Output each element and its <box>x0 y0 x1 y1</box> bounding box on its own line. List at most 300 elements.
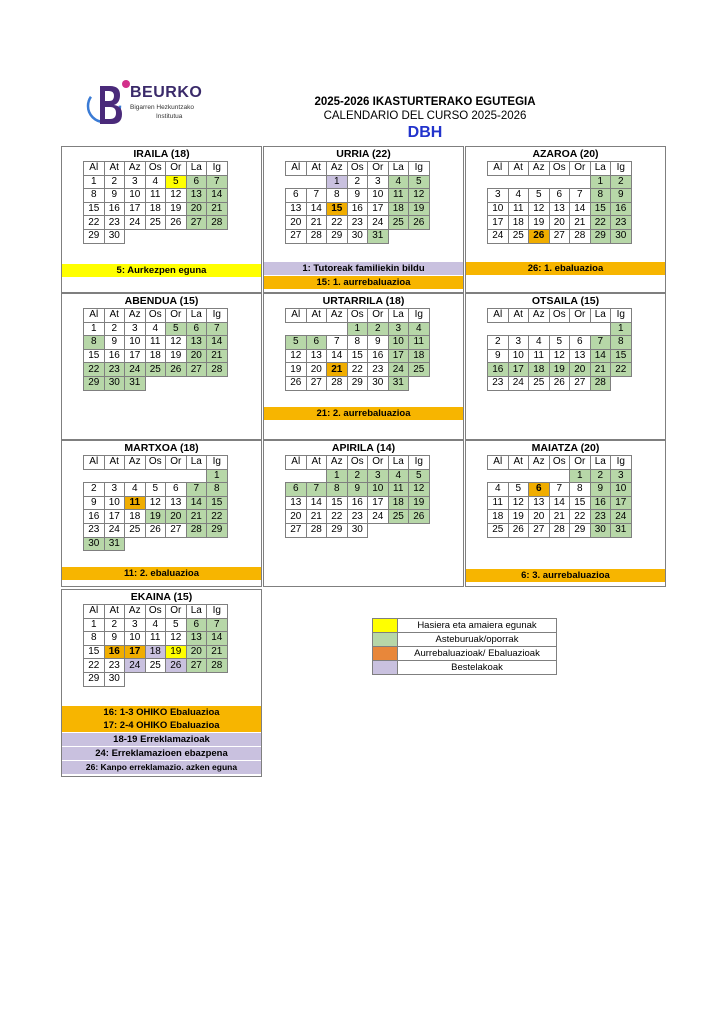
empty-day <box>145 229 166 243</box>
week-row <box>286 483 430 497</box>
day-cell: 23 <box>347 510 368 524</box>
weekday-header: Al <box>488 309 509 323</box>
day-cell: 4 <box>508 189 529 203</box>
day-cell: 12 <box>166 632 187 646</box>
day-cell: 30 <box>347 523 368 537</box>
day-cell: 3 <box>611 469 632 483</box>
day-cell: 29 <box>347 376 368 390</box>
day-cell: 8 <box>207 483 228 497</box>
day-cell: 10 <box>125 336 146 350</box>
day-cell: 14 <box>207 336 228 350</box>
empty-day <box>104 469 125 483</box>
empty-day <box>166 672 187 686</box>
month-block <box>465 146 666 293</box>
day-cell: 19 <box>166 349 187 363</box>
week-row <box>286 496 430 510</box>
empty-day <box>306 469 327 483</box>
week-row <box>286 363 430 377</box>
month-block <box>263 440 464 587</box>
weekday-header: Al <box>84 456 105 470</box>
weekday-header-row <box>84 309 228 323</box>
day-cell: 8 <box>570 483 591 497</box>
day-cell: 4 <box>145 175 166 189</box>
day-cell: 10 <box>125 189 146 203</box>
day-cell: 18 <box>145 202 166 216</box>
day-cell: 15 <box>570 496 591 510</box>
day-cell: 16 <box>84 510 105 524</box>
weekday-header: La <box>590 162 611 176</box>
empty-day <box>508 322 529 336</box>
day-cell: 10 <box>125 632 146 646</box>
day-cell: 25 <box>488 523 509 537</box>
day-cell: 21 <box>186 510 207 524</box>
calendar-titles <box>270 95 580 143</box>
day-cell: 8 <box>327 483 348 497</box>
weekday-header: Al <box>286 456 307 470</box>
day-cell: 18 <box>409 349 430 363</box>
weekday-header: Or <box>166 456 187 470</box>
week-row <box>488 336 632 350</box>
day-cell: 8 <box>84 189 105 203</box>
week-row <box>84 216 228 230</box>
brand-subtitle-2: Institutua <box>156 113 183 120</box>
month-note: 11: 2. ebaluazioa <box>62 567 261 580</box>
day-cell: 29 <box>570 523 591 537</box>
weekday-header: Ig <box>207 456 228 470</box>
month-calendar <box>83 161 228 244</box>
day-cell: 24 <box>488 229 509 243</box>
week-row <box>488 496 632 510</box>
day-cell: 11 <box>125 496 146 510</box>
day-cell: 11 <box>409 336 430 350</box>
weekday-header: La <box>388 162 409 176</box>
weekday-header-row <box>488 309 632 323</box>
month-block <box>61 146 262 293</box>
empty-day <box>286 469 307 483</box>
empty-day <box>125 469 146 483</box>
day-cell: 23 <box>104 216 125 230</box>
day-cell: 11 <box>388 483 409 497</box>
day-cell: 30 <box>104 376 125 390</box>
week-row <box>488 349 632 363</box>
day-cell: 30 <box>347 229 368 243</box>
month-note: 5: Aurkezpen eguna <box>62 264 261 277</box>
day-cell: 25 <box>388 510 409 524</box>
day-cell: 3 <box>125 618 146 632</box>
day-cell: 9 <box>84 496 105 510</box>
day-cell: 16 <box>347 202 368 216</box>
day-cell: 22 <box>84 659 105 673</box>
month-title: EKAINA (15) <box>130 591 193 603</box>
weekday-header: Ig <box>409 456 430 470</box>
day-cell: 26 <box>549 376 570 390</box>
day-cell: 29 <box>327 229 348 243</box>
empty-day <box>186 376 207 390</box>
empty-day <box>529 469 550 483</box>
weekday-header: Az <box>529 162 550 176</box>
month-title: APIRILA (14) <box>331 442 396 454</box>
day-cell: 17 <box>508 363 529 377</box>
day-cell: 29 <box>84 376 105 390</box>
empty-day <box>186 469 207 483</box>
day-cell: 20 <box>186 202 207 216</box>
weekday-header: Ig <box>207 309 228 323</box>
week-row <box>84 645 228 659</box>
day-cell: 22 <box>611 363 632 377</box>
day-cell: 25 <box>125 523 146 537</box>
legend-row <box>373 619 557 633</box>
day-cell: 26 <box>409 510 430 524</box>
day-cell: 30 <box>611 229 632 243</box>
day-cell: 2 <box>104 618 125 632</box>
day-cell: 23 <box>590 510 611 524</box>
weekday-header: Al <box>286 309 307 323</box>
day-cell: 21 <box>306 216 327 230</box>
week-row <box>488 376 632 390</box>
day-cell: 19 <box>529 216 550 230</box>
day-cell: 9 <box>590 483 611 497</box>
month-block <box>465 440 666 587</box>
day-cell: 17 <box>611 496 632 510</box>
weekday-header: Ig <box>207 605 228 619</box>
day-cell: 21 <box>570 216 591 230</box>
day-cell: 31 <box>104 537 125 551</box>
day-cell: 13 <box>186 336 207 350</box>
day-cell: 6 <box>186 322 207 336</box>
weekday-header: La <box>186 309 207 323</box>
month-calendar <box>487 308 632 391</box>
day-cell: 21 <box>306 510 327 524</box>
page-title: 2025-2026 IKASTURTERAKO EGUTEGIA <box>314 96 536 108</box>
day-cell: 12 <box>409 189 430 203</box>
empty-day <box>508 469 529 483</box>
weekday-header: Al <box>488 456 509 470</box>
day-cell: 9 <box>611 189 632 203</box>
month-note: 17: 2-4 OHIKO Ebaluazioa <box>62 719 261 732</box>
legend-label: Aurrebaluazioak/ Ebaluazioak <box>398 647 557 661</box>
empty-day <box>409 376 430 390</box>
week-row <box>488 202 632 216</box>
day-cell: 27 <box>186 216 207 230</box>
week-row <box>84 349 228 363</box>
empty-day <box>549 469 570 483</box>
day-cell: 26 <box>409 216 430 230</box>
day-cell: 18 <box>508 216 529 230</box>
day-cell: 17 <box>125 349 146 363</box>
day-cell: 25 <box>508 229 529 243</box>
day-cell: 21 <box>590 363 611 377</box>
day-cell: 30 <box>104 672 125 686</box>
day-cell: 6 <box>570 336 591 350</box>
weekday-header: Al <box>84 605 105 619</box>
day-cell: 7 <box>306 189 327 203</box>
day-cell: 17 <box>388 349 409 363</box>
week-row <box>488 469 632 483</box>
day-cell: 24 <box>388 363 409 377</box>
month-note: 18-19 Erreklamazioak <box>62 733 261 746</box>
week-row <box>488 322 632 336</box>
legend-row <box>373 661 557 675</box>
week-row <box>84 202 228 216</box>
day-cell: 9 <box>488 349 509 363</box>
month-title: AZAROA (20) <box>532 148 599 160</box>
empty-day <box>84 469 105 483</box>
day-cell: 28 <box>590 376 611 390</box>
day-cell: 15 <box>590 202 611 216</box>
day-cell: 26 <box>166 659 187 673</box>
empty-day <box>186 537 207 551</box>
day-cell: 18 <box>388 202 409 216</box>
month-title: URRIA (22) <box>336 148 391 160</box>
day-cell: 16 <box>347 496 368 510</box>
day-cell: 7 <box>327 336 348 350</box>
empty-day <box>570 175 591 189</box>
day-cell: 29 <box>327 523 348 537</box>
level-title: DBH <box>407 124 443 141</box>
day-cell: 20 <box>286 216 307 230</box>
weekday-header: At <box>306 456 327 470</box>
day-cell: 6 <box>286 189 307 203</box>
day-cell: 30 <box>590 523 611 537</box>
day-cell: 7 <box>570 189 591 203</box>
day-cell: 21 <box>207 645 228 659</box>
day-cell: 23 <box>368 363 389 377</box>
week-row <box>488 510 632 524</box>
day-cell: 11 <box>488 496 509 510</box>
day-cell: 27 <box>286 229 307 243</box>
empty-day <box>409 523 430 537</box>
day-cell: 17 <box>125 645 146 659</box>
day-cell: 27 <box>186 659 207 673</box>
day-cell: 23 <box>104 659 125 673</box>
day-cell: 15 <box>327 202 348 216</box>
day-cell: 21 <box>207 202 228 216</box>
empty-day <box>611 376 632 390</box>
legend-swatch-purple <box>373 661 398 675</box>
empty-day <box>388 523 409 537</box>
weekday-header: Az <box>327 162 348 176</box>
day-cell: 17 <box>125 202 146 216</box>
day-cell: 28 <box>207 216 228 230</box>
day-cell: 10 <box>368 189 389 203</box>
empty-day <box>125 229 146 243</box>
weekday-header: Az <box>125 456 146 470</box>
legend-swatch-yellow <box>373 619 398 633</box>
day-cell: 18 <box>529 363 550 377</box>
week-row <box>488 189 632 203</box>
day-cell: 12 <box>549 349 570 363</box>
weekday-header-row <box>84 456 228 470</box>
day-cell: 13 <box>186 189 207 203</box>
week-row <box>84 376 228 390</box>
day-cell: 1 <box>611 322 632 336</box>
weekday-header: Os <box>145 162 166 176</box>
day-cell: 12 <box>529 202 550 216</box>
weekday-header: Ig <box>207 162 228 176</box>
week-row <box>84 523 228 537</box>
weekday-header: Al <box>84 309 105 323</box>
month-title: ABENDUA (15) <box>124 295 199 307</box>
day-cell: 19 <box>549 363 570 377</box>
weekday-header: Os <box>145 456 166 470</box>
day-cell: 19 <box>166 645 187 659</box>
week-row <box>488 216 632 230</box>
day-cell: 7 <box>549 483 570 497</box>
weekday-header: At <box>104 605 125 619</box>
empty-day <box>207 537 228 551</box>
weekday-header: Or <box>166 162 187 176</box>
day-cell: 29 <box>84 672 105 686</box>
day-cell: 2 <box>590 469 611 483</box>
weekday-header: At <box>104 162 125 176</box>
month-note: 24: Erreklamazioen ebazpena <box>62 747 261 760</box>
empty-day <box>488 469 509 483</box>
week-row <box>84 483 228 497</box>
day-cell: 22 <box>590 216 611 230</box>
day-cell: 6 <box>286 483 307 497</box>
empty-day <box>529 175 550 189</box>
weekday-header: La <box>186 162 207 176</box>
empty-day <box>549 322 570 336</box>
week-row <box>84 632 228 646</box>
day-cell: 6 <box>549 189 570 203</box>
weekday-header: Az <box>529 456 550 470</box>
day-cell: 18 <box>145 349 166 363</box>
day-cell: 1 <box>84 175 105 189</box>
day-cell: 22 <box>84 363 105 377</box>
day-cell: 2 <box>611 175 632 189</box>
empty-day <box>306 322 327 336</box>
day-cell: 4 <box>529 336 550 350</box>
day-cell: 26 <box>286 376 307 390</box>
day-cell: 24 <box>104 523 125 537</box>
day-cell: 5 <box>508 483 529 497</box>
day-cell: 25 <box>409 363 430 377</box>
day-cell: 22 <box>570 510 591 524</box>
day-cell: 29 <box>84 229 105 243</box>
weekday-header: At <box>306 309 327 323</box>
day-cell: 22 <box>327 216 348 230</box>
month-title: MARTXOA (18) <box>124 442 199 454</box>
empty-day <box>207 376 228 390</box>
day-cell: 7 <box>306 483 327 497</box>
week-row <box>488 363 632 377</box>
week-row <box>488 229 632 243</box>
day-cell: 17 <box>104 510 125 524</box>
day-cell: 16 <box>590 496 611 510</box>
day-cell: 27 <box>166 523 187 537</box>
weekday-header-row <box>286 309 430 323</box>
day-cell: 13 <box>570 349 591 363</box>
weekday-header: Az <box>125 309 146 323</box>
day-cell: 5 <box>286 336 307 350</box>
day-cell: 2 <box>347 469 368 483</box>
day-cell: 29 <box>590 229 611 243</box>
day-cell: 5 <box>166 618 187 632</box>
day-cell: 11 <box>388 189 409 203</box>
month-block-ekaina <box>61 589 262 777</box>
week-row <box>84 189 228 203</box>
day-cell: 30 <box>368 376 389 390</box>
legend-swatch-orange <box>373 647 398 661</box>
month-note: 15: 1. aurrebaluazioa <box>264 276 463 289</box>
empty-day <box>186 672 207 686</box>
month-block <box>61 293 262 440</box>
day-cell: 10 <box>611 483 632 497</box>
day-cell: 22 <box>347 363 368 377</box>
day-cell: 7 <box>207 175 228 189</box>
day-cell: 16 <box>368 349 389 363</box>
day-cell: 19 <box>286 363 307 377</box>
day-cell: 13 <box>549 202 570 216</box>
day-cell: 12 <box>286 349 307 363</box>
day-cell: 27 <box>549 229 570 243</box>
weekday-header: Or <box>166 605 187 619</box>
weekday-header: Or <box>570 456 591 470</box>
month-calendar <box>487 455 632 538</box>
weekday-header: Or <box>570 162 591 176</box>
weekday-header: Al <box>84 162 105 176</box>
day-cell: 18 <box>125 510 146 524</box>
empty-day <box>286 175 307 189</box>
day-cell: 25 <box>388 216 409 230</box>
weekday-header: Or <box>368 162 389 176</box>
month-title: OTSAILA (15) <box>531 295 600 307</box>
day-cell: 28 <box>207 363 228 377</box>
day-cell: 2 <box>104 322 125 336</box>
weekday-header: At <box>508 456 529 470</box>
day-cell: 1 <box>590 175 611 189</box>
day-cell: 20 <box>186 349 207 363</box>
day-cell: 2 <box>368 322 389 336</box>
page-subtitle: CALENDARIO DEL CURSO 2025-2026 <box>323 110 527 122</box>
empty-day <box>488 175 509 189</box>
empty-day <box>145 672 166 686</box>
month-calendar <box>487 161 632 244</box>
day-cell: 20 <box>306 363 327 377</box>
day-cell: 4 <box>145 618 166 632</box>
week-row <box>286 469 430 483</box>
day-cell: 31 <box>611 523 632 537</box>
day-cell: 26 <box>166 363 187 377</box>
week-row <box>286 202 430 216</box>
weekday-header: Al <box>286 162 307 176</box>
month-calendar <box>285 161 430 244</box>
weekday-header: Az <box>529 309 550 323</box>
empty-day <box>549 175 570 189</box>
day-cell: 17 <box>368 202 389 216</box>
months-grid <box>61 146 667 590</box>
month-note: 21: 2. aurrebaluazioa <box>264 407 463 420</box>
day-cell: 10 <box>488 202 509 216</box>
day-cell: 1 <box>84 322 105 336</box>
week-row <box>84 672 228 686</box>
empty-day <box>286 322 307 336</box>
day-cell: 19 <box>145 510 166 524</box>
day-cell: 27 <box>286 523 307 537</box>
month-calendar <box>83 455 228 551</box>
legend-swatch-green <box>373 633 398 647</box>
day-cell: 16 <box>104 202 125 216</box>
weekday-header: Ig <box>409 162 430 176</box>
empty-day <box>570 322 591 336</box>
day-cell: 5 <box>166 175 187 189</box>
day-cell: 14 <box>570 202 591 216</box>
day-cell: 9 <box>104 336 125 350</box>
empty-day <box>529 322 550 336</box>
day-cell: 12 <box>409 483 430 497</box>
weekday-header: Or <box>166 309 187 323</box>
